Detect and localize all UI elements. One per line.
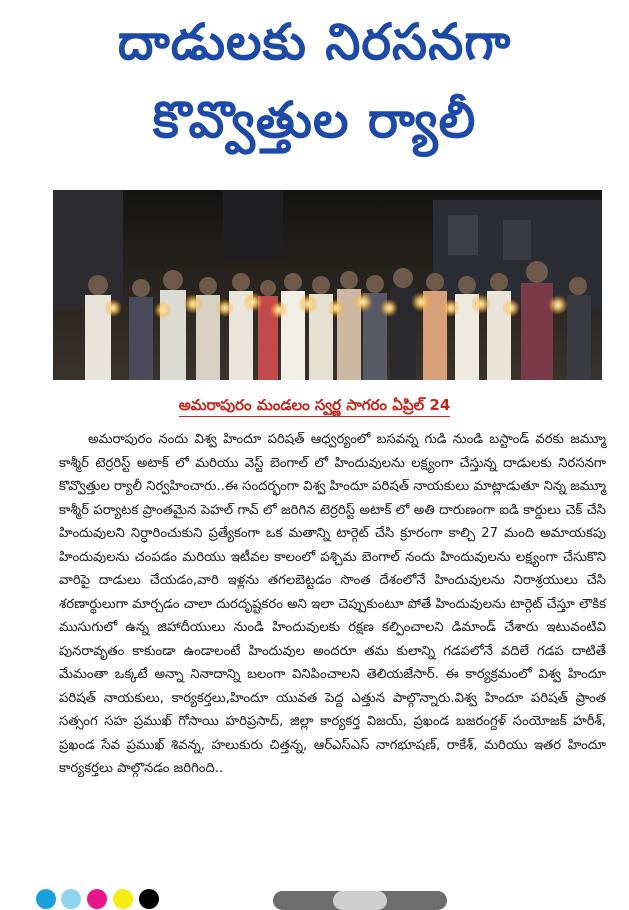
swatch-light-blue bbox=[61, 889, 81, 909]
candle-rally-photo bbox=[53, 190, 602, 380]
article-body: అమరాపురం నందు విశ్వ హిందూ పరిషత్ ఆధ్వర్యంలో బసవన్న గుడి నుండి బస్టాండ్ వరకు జమ్మూ కాశ్మీర్ టెర్రరిస్ట్ అటాక్ లో మరియు వెస్ట్ బెంగాల్ లో హిందువులను లక్ష్యంగా చేస్తున్న దాడులకు నిరసనగా కొవ్వొత్తుల ర్యాలీ నిర్వహించారు..ఈ సందర్భంగా విశ్వ హిందూ పరిషత్ నాయకులు మాట్లాడుతూ నిన్న జమ్మూ కాశ్మీర్ పర్యాటక ప్రాంతమైన పెహల్ గావ్ లో జరిగిన టెర్రరిస్ట్ అటాక్ లో అతి దారుణంగా ఐడి కార్డులు చెక్ చేసి హిందువులని నిర్ధారించుకుని ప్రత్యేకంగా ఒక మతాన్ని టార్గెట్ చేసి క్రూరంగా కాల్చి 27 మంది అమాయకపు హిందువులను చంపడం మరియు ఇటీవల కాలంలో పశ్చిమ బెంగాల్ నందు హిందువులను లక్ష్యంగా చేసుకొని వారిపై దాడులు చేయడం,వారి ఇళ్లను తగలబెట్టడం సొంత దేశంలోనే హిందువులను నిరాశ్రయులు చేసి శరణార్థులుగా మార్చడం చాలా దురదృష్టకరం అని ఇలా చెప్పుకుంటూ పోతే హిందువులను టార్గెట్ చేస్తూ లౌకిక ముసుగులో ఉన్న జిహాదీయులు నుండి హిందువులకు రక్షణ కల్పించాలని డిమాండ్ చేశారు ఇటువంటివి పునరావృతం కాకుండా ఉండాలంటే హిందువుల అందరూ తమ కులాన్ని గడపలోనే వదిలే గడప దాటితే మేమంతా ఒక్కటే అన్నా నినాదాన్ని బలంగా వినిపించాలని తెలియజేసార్. ఈ కార్యక్రమంలో విశ్వ హిందూ పరిషత్ నాయకులు, కార్యకర్తలు,హిందూ యువత పెద్ద ఎత్తున పాల్గొన్నారు.విశ్వ హిందూ పరిషత్ ప్రాంత సత్సంగ సహ ప్రముఖ్ గోసాయి హరిప్రసాద్, జిల్లా కార్యకర్త విజయ్, ప్రఖండ బజరంగ్దళ్ సంయోజక్ హరీశ్, ప్రఖండ సేవ ప్రముఖ్ శివన్న, హలుకురు చిత్తన్న, ఆర్ఎస్ఎస్ నాగభూషణ్, రాకేశ్, మరియు ఇతర హిందూ కార్యకర్తలు పాల్గొనడం జరిగింది.. bbox=[59, 432, 606, 776]
scrollbar-thumb[interactable] bbox=[333, 891, 387, 910]
headline-line-1: దాడులకు నిరసనగా bbox=[117, 13, 512, 71]
scrollbar-track[interactable] bbox=[273, 891, 447, 910]
dateline-text: అమరాపురం మండలం స్వర్ణ సాగరం ఏప్రిల్ 24 bbox=[179, 396, 451, 417]
swatch-magenta bbox=[87, 889, 107, 909]
swatch-black bbox=[139, 889, 159, 909]
dateline bbox=[0, 396, 629, 418]
headline-line-2: కొవ్వొత్తుల ర్యాలీ bbox=[152, 91, 477, 149]
swatch-cyan bbox=[36, 889, 56, 909]
swatch-yellow bbox=[113, 889, 133, 909]
